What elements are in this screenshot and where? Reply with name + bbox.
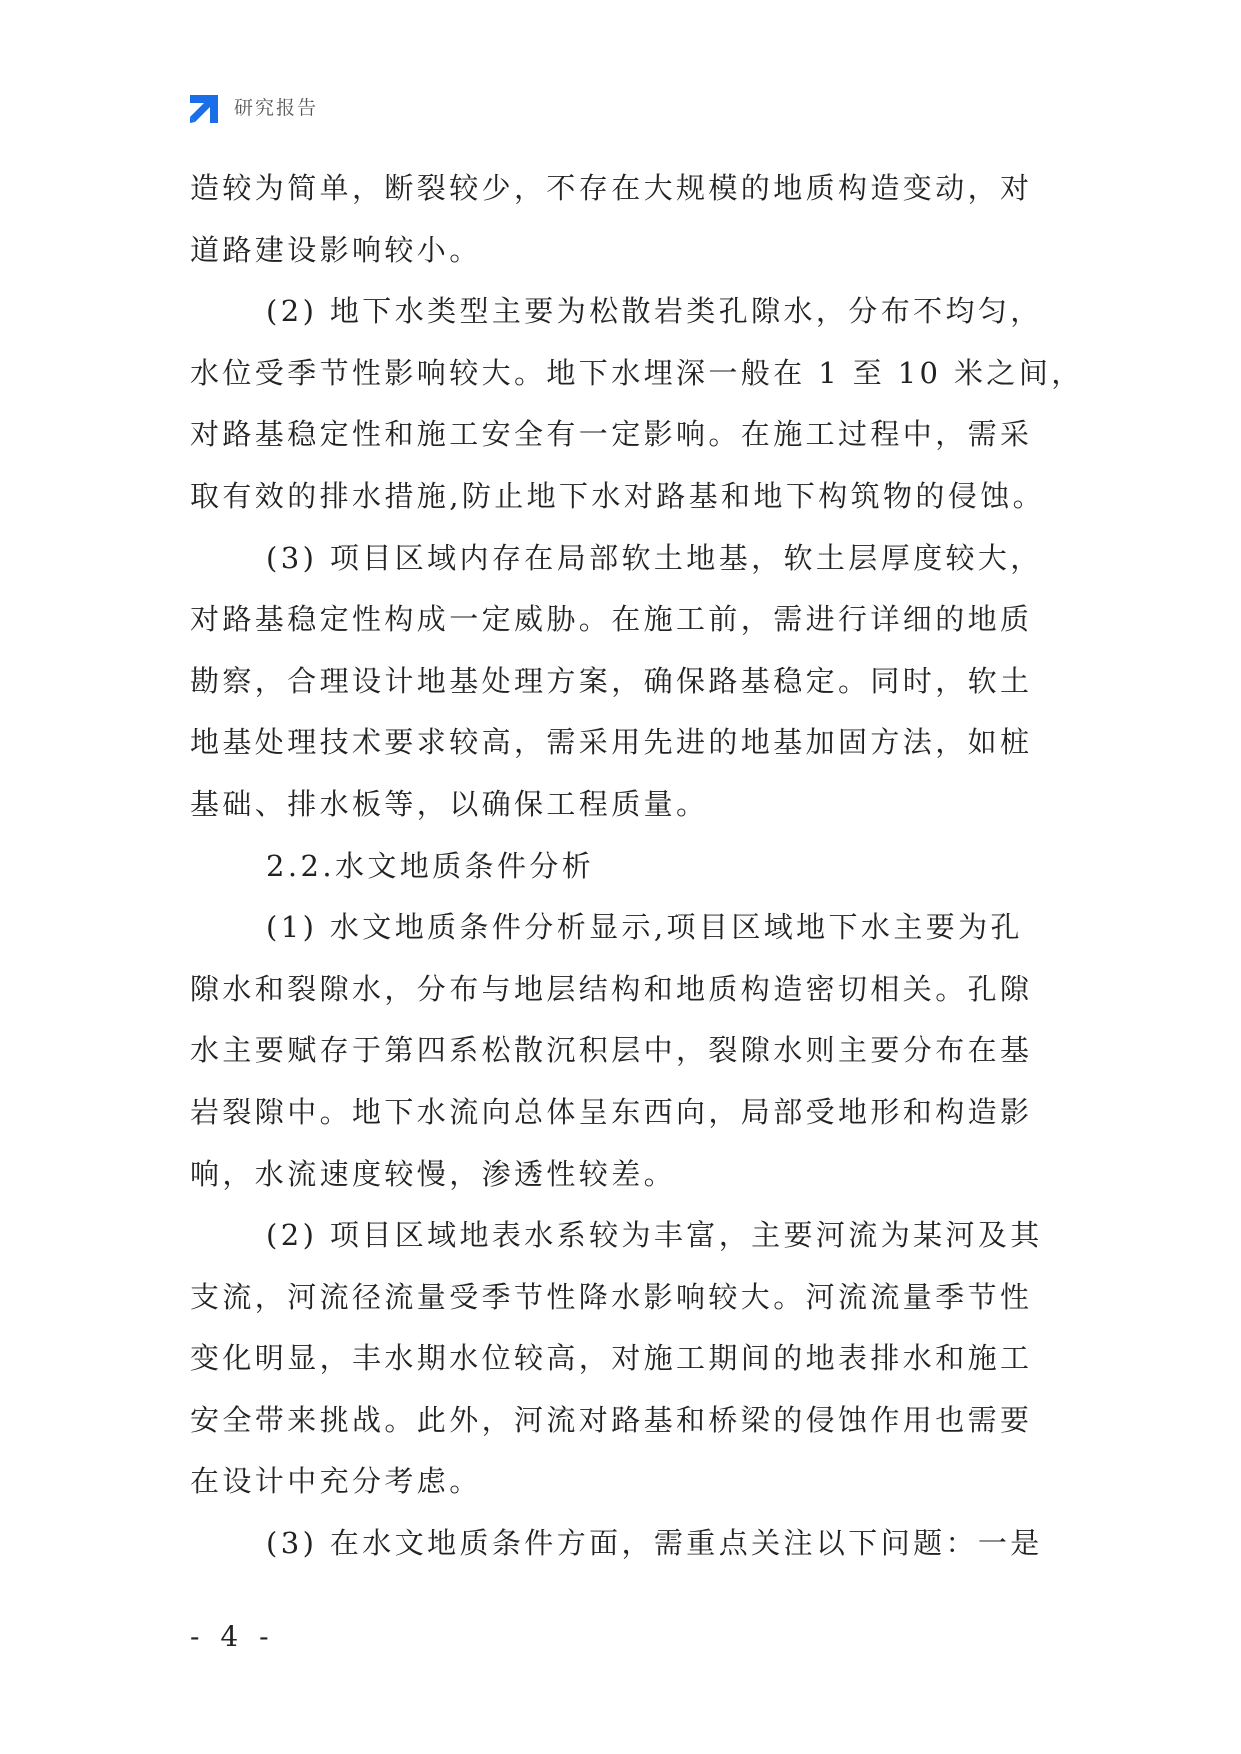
text-line: 水位受季节性影响较大。地下水埋深一般在 1 至 10 米之间， bbox=[190, 355, 1084, 390]
text-line: 对路基稳定性和施工安全有一定影响。在施工过程中，需采 bbox=[190, 417, 1033, 452]
text-line: 隙水和裂隙水，分布与地层结构和地质构造密切相关。孔隙 bbox=[190, 971, 1033, 1006]
page-header bbox=[190, 88, 318, 124]
text-line: 支流，河流径流量受季节性降水影响较大。河流流量季节性 bbox=[190, 1279, 1033, 1314]
text-line: (1) 水文地质条件分析显示,项目区域地下水主要为孔 bbox=[266, 910, 1023, 945]
text-line: (2) 地下水类型主要为松散岩类孔隙水，分布不均匀， bbox=[266, 294, 1043, 329]
text-line: 勘察，合理设计地基处理方案，确保路基稳定。同时，软土 bbox=[190, 663, 1033, 698]
report-logo-icon bbox=[190, 89, 224, 123]
page-number: - 4 - bbox=[190, 1620, 275, 1653]
section-heading: 2.2.水文地质条件分析 bbox=[266, 848, 595, 883]
text-line: (3) 项目区域内存在局部软土地基，软土层厚度较大， bbox=[266, 540, 1043, 575]
text-line: 变化明显，丰水期水位较高，对施工期间的地表排水和施工 bbox=[190, 1341, 1033, 1376]
text-line: (3) 在水文地质条件方面，需重点关注以下问题：一是 bbox=[266, 1526, 1043, 1561]
text-line: 地基处理技术要求较高，需采用先进的地基加固方法，如桩 bbox=[190, 725, 1033, 760]
text-line: (2) 项目区域地表水系较为丰富，主要河流为某河及其 bbox=[266, 1218, 1043, 1253]
text-line: 在设计中充分考虑。 bbox=[190, 1464, 482, 1499]
text-line: 安全带来挑战。此外，河流对路基和桥梁的侵蚀作用也需要 bbox=[190, 1402, 1033, 1437]
header-title: 研究报告 bbox=[234, 96, 319, 119]
text-line: 对路基稳定性构成一定威胁。在施工前，需进行详细的地质 bbox=[190, 602, 1033, 637]
text-line: 岩裂隙中。地下水流向总体呈东西向，局部受地形和构造影 bbox=[190, 1094, 1033, 1129]
text-line: 基础、排水板等，以确保工程质量。 bbox=[190, 786, 709, 821]
text-line: 造较为简单，断裂较少，不存在大规模的地质构造变动，对 bbox=[190, 171, 1033, 205]
document-body bbox=[190, 158, 1084, 1575]
text-line: 道路建设影响较小。 bbox=[190, 232, 482, 267]
text-line: 取有效的排水措施,防止地下水对路基和地下构筑物的侵蚀。 bbox=[190, 478, 1046, 513]
text-line: 水主要赋存于第四系松散沉积层中，裂隙水则主要分布在基 bbox=[190, 1033, 1033, 1068]
text-line: 响，水流速度较慢，渗透性较差。 bbox=[190, 1156, 677, 1191]
